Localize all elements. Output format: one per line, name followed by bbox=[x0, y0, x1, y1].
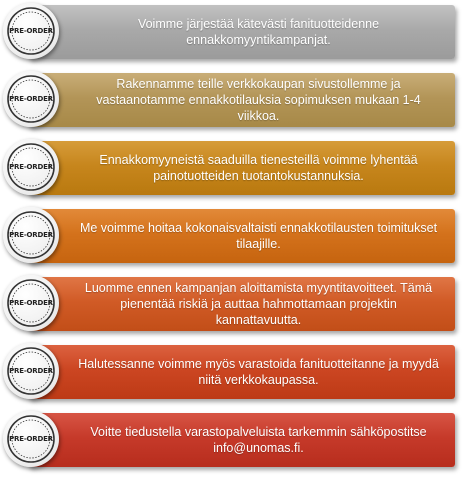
step-4 bbox=[0, 204, 465, 268]
step-text: Me voimme hoitaa kokonaisvaltaisti ennakkotilausten toimitukset tilaajille. bbox=[79, 221, 438, 251]
step-banner bbox=[28, 345, 455, 399]
step-3 bbox=[0, 136, 465, 200]
pre-order-badge-icon bbox=[3, 411, 59, 467]
badge-label: PRE-ORDER bbox=[9, 231, 53, 239]
step-text: Luomme ennen kampanjan aloittamista myyntitavoitteet. Tämä pienentää riskiä ja auttaa hahmottamaan projektin kannattavuutta. bbox=[84, 281, 433, 327]
step-text: Voitte tiedustella varastopalveluista tarkemmin sähköpostitse info@unomas.fi. bbox=[90, 425, 427, 455]
step-1 bbox=[0, 0, 465, 64]
pre-order-badge-icon bbox=[3, 71, 59, 127]
badge-label: PRE-ORDER bbox=[9, 299, 53, 307]
step-banner bbox=[28, 209, 455, 263]
step-banner bbox=[28, 141, 455, 195]
step-5 bbox=[0, 272, 465, 336]
pre-order-badge-icon bbox=[3, 139, 59, 195]
pre-order-badge-icon bbox=[3, 275, 59, 331]
step-6 bbox=[0, 340, 465, 404]
step-banner bbox=[28, 277, 455, 331]
step-text: Voimme järjestää kätevästi fanituotteidenne ennakkomyyntikampanjat. bbox=[137, 17, 380, 47]
step-banner bbox=[28, 5, 455, 59]
step-text: Halutessanne voimme myös varastoida fanituotteitanne ja myydä niitä verkkokaupassa. bbox=[78, 357, 439, 387]
step-7 bbox=[0, 408, 465, 472]
pre-order-badge-icon bbox=[3, 207, 59, 263]
step-banner bbox=[28, 73, 455, 127]
step-2 bbox=[0, 68, 465, 132]
badge-label: PRE-ORDER bbox=[9, 367, 53, 375]
step-text: Ennakkomyyneistä saaduilla tienesteillä voimme lyhentää painotuotteiden tuotantokustannuksia. bbox=[99, 153, 418, 183]
step-banner bbox=[28, 413, 455, 467]
badge-label: PRE-ORDER bbox=[9, 27, 53, 35]
pre-order-badge-icon bbox=[3, 343, 59, 399]
pre-order-badge-icon bbox=[3, 3, 59, 59]
step-text: Rakennamme teille verkkokaupan sivustollemme ja vastaanotamme ennakkotilauksia sopimuksen mukaan 1-4 viikkoa. bbox=[96, 77, 421, 123]
badge-label: PRE-ORDER bbox=[9, 435, 53, 443]
badge-label: PRE-ORDER bbox=[9, 163, 53, 171]
badge-label: PRE-ORDER bbox=[9, 95, 53, 103]
